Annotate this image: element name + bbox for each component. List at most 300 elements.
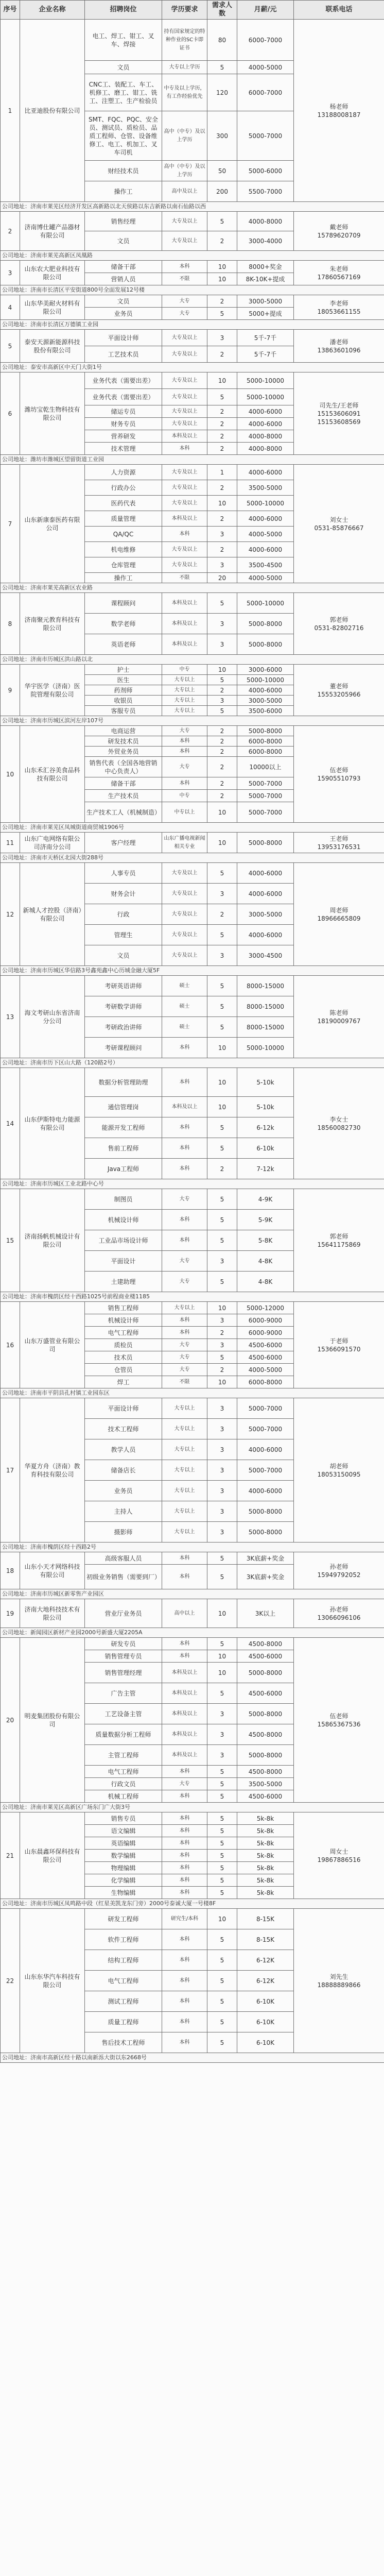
- company-name: 济南大地科技技术有限公司: [20, 1599, 85, 1628]
- job-salary: 5000-10000: [237, 496, 294, 511]
- job-count: 2: [207, 231, 237, 251]
- job-salary: 4500-8000: [237, 1638, 294, 1650]
- company-contact: 孙老师 13066096106: [294, 1599, 384, 1628]
- job-education: 中专: [162, 665, 207, 675]
- job-post: 储备干部: [85, 261, 162, 273]
- job-salary: 5千-7千: [237, 346, 294, 363]
- job-count: 2: [207, 443, 237, 455]
- job-count: 5: [207, 1991, 237, 2012]
- job-education: 本科及以上: [162, 614, 207, 634]
- job-count: 5: [207, 1189, 237, 1210]
- company-number: 9: [1, 665, 20, 716]
- job-count: 5: [207, 308, 237, 320]
- address-row: [1, 320, 384, 330]
- job-post: 土建助理: [85, 1272, 162, 1292]
- address-row: [1, 455, 384, 465]
- company-name: 济南聚元教育科技有限公司: [20, 593, 85, 655]
- job-post: 储备干部: [85, 777, 162, 790]
- table-row: [1, 863, 384, 884]
- company-address: 公司地址：济南市槐荫区经十西路1025号前程商业楼1185: [1, 1292, 384, 1302]
- job-salary: 5000-7000: [237, 1419, 294, 1439]
- job-education: 本科: [162, 1068, 207, 1097]
- job-post: 行政: [85, 904, 162, 925]
- company-contact: 李女士 18560082730: [294, 1068, 384, 1179]
- job-salary: 4000-5000: [237, 573, 294, 583]
- job-post: 机械设计师: [85, 1210, 162, 1230]
- company-address: 公司地址：济南市莱芜高新区凤凰路: [1, 251, 384, 261]
- table-row: [1, 593, 384, 614]
- job-count: 10: [207, 1663, 237, 1683]
- job-post: 客户经理: [85, 833, 162, 853]
- table-row: [1, 1812, 384, 1825]
- job-salary: 5k-8k: [237, 1862, 294, 1874]
- company-address: 公司地址：济南市天桥区北园大街288号: [1, 853, 384, 863]
- job-count: 5: [207, 1117, 237, 1138]
- job-post: 考研课程顾问: [85, 1038, 162, 1058]
- job-count: 10: [207, 665, 237, 675]
- address-row: [1, 363, 384, 372]
- job-post: 质量数据分析工程师: [85, 1724, 162, 1745]
- job-post: 业务代表（需要出差）: [85, 389, 162, 405]
- job-salary: 3K底薪+奖金: [237, 1552, 294, 1565]
- job-education: 中专以上: [162, 802, 207, 823]
- job-salary: 4000-6000: [237, 511, 294, 527]
- job-education: 大专及以上: [162, 480, 207, 496]
- job-salary: 5k-8k: [237, 1874, 294, 1887]
- job-education: 本科: [162, 1790, 207, 1803]
- job-post: 业务员: [85, 1481, 162, 1501]
- job-education: 本科: [162, 1825, 207, 1837]
- job-count: 10: [207, 1599, 237, 1628]
- job-education: 本科: [162, 1650, 207, 1663]
- address-row: [1, 823, 384, 833]
- address-row: [1, 1058, 384, 1068]
- job-education: 本科: [162, 2012, 207, 2032]
- job-count: 5: [207, 1138, 237, 1159]
- job-post: 营业厅业务员: [85, 1599, 162, 1628]
- company-contact: 郭老师 0531-82802716: [294, 593, 384, 655]
- job-post: 生物编辑: [85, 1887, 162, 1899]
- table-row: [1, 212, 384, 231]
- company-contact: 周老师 18966665809: [294, 863, 384, 966]
- job-salary: 5000-8000: [237, 634, 294, 655]
- job-count: 5: [207, 1929, 237, 1950]
- job-post: 质检员: [85, 1339, 162, 1351]
- job-education: 大专: [162, 1251, 207, 1272]
- job-count: 3: [207, 884, 237, 904]
- company-number: 4: [1, 295, 20, 320]
- job-education: 本科: [162, 1971, 207, 1991]
- job-salary: 3500-5000: [237, 480, 294, 496]
- job-post: 机电维修: [85, 542, 162, 557]
- job-education: 大专及以上: [162, 231, 207, 251]
- company-name: 华夏方舟（济南）教育科技有限公司: [20, 1398, 85, 1543]
- job-salary: 5000-7000: [237, 802, 294, 823]
- table-row: [1, 20, 384, 61]
- job-education: 本科: [162, 1862, 207, 1874]
- company-name: 华宇医学（济南）医院管理有限公司: [20, 665, 85, 716]
- company-contact: 孙老师 15949792052: [294, 1552, 384, 1589]
- job-post: 行政文员: [85, 1778, 162, 1790]
- job-count: 200: [207, 181, 237, 202]
- job-count: 2: [207, 904, 237, 925]
- job-count: 2: [207, 757, 237, 777]
- job-education: 大专及以上: [162, 863, 207, 884]
- job-salary: 6000-7000: [237, 74, 294, 111]
- job-count: 2: [207, 736, 237, 747]
- job-salary: 5000-10000: [237, 1038, 294, 1058]
- job-post: 英语老师: [85, 634, 162, 655]
- job-post: 售前工程师: [85, 1138, 162, 1159]
- job-salary: 5k-8k: [237, 1812, 294, 1825]
- job-education: 本科及以上: [162, 1097, 207, 1117]
- job-count: 5: [207, 1887, 237, 1899]
- job-salary: 3K以上: [237, 1599, 294, 1628]
- job-salary: 5-10k: [237, 1097, 294, 1117]
- job-salary: 4000-6000: [237, 863, 294, 884]
- job-salary: 4-8K: [237, 1272, 294, 1292]
- job-count: 5: [207, 1565, 237, 1589]
- job-salary: 5000+提成: [237, 308, 294, 320]
- job-education: 大专及以上: [162, 496, 207, 511]
- company-name: 山东小天才网络科技有限公司: [20, 1552, 85, 1589]
- job-count: 3: [207, 330, 237, 346]
- job-post: Java工程师: [85, 1159, 162, 1179]
- job-education: 本科: [162, 1138, 207, 1159]
- job-post: 仓管员: [85, 1364, 162, 1376]
- company-number: 3: [1, 261, 20, 285]
- job-count: 5: [207, 1790, 237, 1803]
- job-count: 300: [207, 111, 237, 161]
- job-salary: 6-10k: [237, 1138, 294, 1159]
- table-row: [1, 261, 384, 273]
- company-number: 16: [1, 1302, 20, 1388]
- job-post: 技术工程师: [85, 1419, 162, 1439]
- job-count: 2: [207, 430, 237, 443]
- job-post: 技术管理: [85, 443, 162, 455]
- address-row: [1, 1589, 384, 1599]
- job-post: 机械工程师: [85, 1790, 162, 1803]
- job-salary: 5000-7000: [237, 790, 294, 802]
- job-count: 3: [207, 1460, 237, 1481]
- job-education: 大专及以上: [162, 945, 207, 966]
- job-count: 3: [207, 1251, 237, 1272]
- job-education: 本科: [162, 1038, 207, 1058]
- job-education: 大专: [162, 295, 207, 308]
- job-count: 3: [207, 945, 237, 966]
- job-salary: 6-12k: [237, 1117, 294, 1138]
- job-count: 5: [207, 389, 237, 405]
- job-count: 120: [207, 74, 237, 111]
- job-count: 5: [207, 863, 237, 884]
- job-count: 5: [207, 1874, 237, 1887]
- job-salary: 4000-6000: [237, 1481, 294, 1501]
- company-address: 公司地址：济南市历城区凤鸣路中段（红星美凯龙东门旁）2000号泰诚大厦一号楼8F: [1, 1899, 384, 1909]
- job-salary: 4000-6000: [237, 925, 294, 945]
- job-post: CNC工、装配工、车工、机修工、磨工、钳工、铣工、注塑工、生产检验员: [85, 74, 162, 111]
- job-post: 广告主管: [85, 1683, 162, 1704]
- job-post: 管理生: [85, 925, 162, 945]
- job-count: 2: [207, 511, 237, 527]
- job-count: 3: [207, 1724, 237, 1745]
- table-row: [1, 726, 384, 736]
- job-education: 本科: [162, 1638, 207, 1650]
- header-num: 需求人数: [207, 1, 237, 20]
- company-address: 公司地址：济南市历城区新零售产业园区: [1, 1589, 384, 1599]
- company-number: 17: [1, 1398, 20, 1543]
- company-contact: 刘女士 0531-85876667: [294, 465, 384, 583]
- job-salary: 5000-7000: [237, 777, 294, 790]
- job-post: 研发专员: [85, 1638, 162, 1650]
- job-post: 医药代表: [85, 496, 162, 511]
- company-name: 明麦集团股份有限公司: [20, 1638, 85, 1803]
- job-education: 本科: [162, 747, 207, 757]
- job-salary: 5千-7千: [237, 330, 294, 346]
- job-count: 10: [207, 1097, 237, 1117]
- job-salary: 4000-5000: [237, 1364, 294, 1376]
- job-education: 本科: [162, 1565, 207, 1589]
- job-salary: 4000-6000: [237, 465, 294, 480]
- job-post: 焊工: [85, 1376, 162, 1388]
- job-salary: 6-10K: [237, 2032, 294, 2053]
- company-name: 比亚迪股份有限公司: [20, 20, 85, 202]
- job-count: 2: [207, 1364, 237, 1376]
- table-row: [1, 295, 384, 308]
- company-address: 公司地址：济南市莱芜高新区农业路: [1, 583, 384, 593]
- address-row: [1, 1179, 384, 1189]
- job-salary: 5000-8000: [237, 726, 294, 736]
- job-post: 课程顾问: [85, 593, 162, 614]
- job-education: 本科及以上: [162, 1683, 207, 1704]
- job-count: 5: [207, 675, 237, 685]
- job-salary: 5000-12000: [237, 1302, 294, 1314]
- job-count: 2: [207, 726, 237, 736]
- job-count: 10: [207, 1650, 237, 1663]
- table-row: [1, 1068, 384, 1097]
- job-post: 营销人员: [85, 273, 162, 285]
- job-post: 质量工程师: [85, 2012, 162, 2032]
- job-salary: 4000-6000: [237, 418, 294, 430]
- job-education: 本科: [162, 1230, 207, 1251]
- job-count: 3: [207, 1398, 237, 1419]
- job-salary: 4500-6000: [237, 1339, 294, 1351]
- table-row: [1, 330, 384, 346]
- job-count: 3: [207, 557, 237, 573]
- job-count: 5: [207, 976, 237, 996]
- job-count: 3: [207, 1704, 237, 1724]
- job-education: 本科: [162, 1874, 207, 1887]
- job-post: 机械设计师: [85, 1314, 162, 1327]
- job-salary: 4-9K: [237, 1189, 294, 1210]
- header-post: 招聘岗位: [85, 1, 162, 20]
- job-education: 大专及以上: [162, 212, 207, 231]
- job-count: 2: [207, 295, 237, 308]
- company-address: 公司地址：济南市长清区平安街道800号全面发展12号楼: [1, 285, 384, 295]
- company-number: 22: [1, 1909, 20, 2053]
- job-salary: 10000以上: [237, 757, 294, 777]
- job-education: 不限: [162, 273, 207, 285]
- job-count: 2: [207, 1327, 237, 1339]
- job-education: 大专及以上: [162, 346, 207, 363]
- job-count: 5: [207, 1950, 237, 1971]
- job-salary: 6000-9000: [237, 1327, 294, 1339]
- company-address: 公司地址：济南市平阴县孔村镇工业园东区: [1, 1388, 384, 1398]
- job-count: 10: [207, 1909, 237, 1929]
- job-count: 5: [207, 1825, 237, 1837]
- job-post: 生产技术员: [85, 790, 162, 802]
- job-count: 5: [207, 1862, 237, 1874]
- job-count: 3: [207, 1501, 237, 1522]
- job-salary: 6000-7000: [237, 20, 294, 61]
- job-post: 销售经理: [85, 212, 162, 231]
- job-salary: 4000-5000: [237, 61, 294, 74]
- job-count: 10: [207, 372, 237, 389]
- job-education: 中专: [162, 790, 207, 802]
- table-row: [1, 372, 384, 389]
- job-post: 研发工程师: [85, 1909, 162, 1929]
- table-row: [1, 1909, 384, 1929]
- job-count: 5: [207, 1812, 237, 1825]
- job-salary: 3000-5000: [237, 696, 294, 706]
- job-post: 营养研发: [85, 430, 162, 443]
- job-education: 大专以上: [162, 1460, 207, 1481]
- job-count: 5: [207, 1272, 237, 1292]
- job-count: 2: [207, 747, 237, 757]
- company-contact: 李老师 18053661155: [294, 295, 384, 320]
- job-count: 10: [207, 1302, 237, 1314]
- company-contact: 司先生/王老师 15153606091 15153608569: [294, 372, 384, 455]
- job-salary: 4000-6000: [237, 542, 294, 557]
- job-salary: 3000-4500: [237, 945, 294, 966]
- company-address: 公司地址：济南市莱芜区凤城街道商贸城1906号: [1, 823, 384, 833]
- job-education: 本科: [162, 1887, 207, 1899]
- job-education: 大专: [162, 308, 207, 320]
- address-row: [1, 1543, 384, 1552]
- job-education: 本科及以上: [162, 1745, 207, 1766]
- job-count: 3: [207, 1522, 237, 1543]
- job-post: 文员: [85, 61, 162, 74]
- job-post: 结构工程师: [85, 1950, 162, 1971]
- company-name: 济南扬帆机械设计有限公司: [20, 1189, 85, 1292]
- company-contact: 朱老师 17860567169: [294, 261, 384, 285]
- job-post: 储运专员: [85, 405, 162, 418]
- job-count: 20: [207, 573, 237, 583]
- job-salary: 5k-8k: [237, 1850, 294, 1862]
- job-count: 50: [207, 161, 237, 181]
- company-number: 11: [1, 833, 20, 853]
- address-row: [1, 285, 384, 295]
- job-post: 销售管理经理: [85, 1663, 162, 1683]
- company-contact: 胡老师 18053150095: [294, 1398, 384, 1543]
- job-education: 大专: [162, 1339, 207, 1351]
- job-salary: 5-8K: [237, 1230, 294, 1251]
- job-post: 仓库管理: [85, 557, 162, 573]
- company-name: 山东广电网络有限公司济南分公司: [20, 833, 85, 853]
- job-post: 行政办公: [85, 480, 162, 496]
- job-education: 大专以上: [162, 1481, 207, 1501]
- job-count: 3: [207, 1419, 237, 1439]
- job-education: 大专以上学历: [162, 61, 207, 74]
- job-education: 大专: [162, 726, 207, 736]
- job-count: 3: [207, 1339, 237, 1351]
- job-salary: 8-15K: [237, 1929, 294, 1950]
- table-header-row: [1, 1, 384, 20]
- job-count: 5: [207, 1778, 237, 1790]
- address-row: [1, 583, 384, 593]
- job-education: 大专以上: [162, 1522, 207, 1543]
- company-name: 山东万盛管业有限公司: [20, 1302, 85, 1388]
- company-number: 8: [1, 593, 20, 655]
- company-number: 14: [1, 1068, 20, 1179]
- job-count: 10: [207, 833, 237, 853]
- job-salary: 5000-8000: [237, 1522, 294, 1543]
- company-address: 公司地址：济南市高新区经十路以南新泺大街以东2668号: [1, 2053, 384, 2063]
- job-count: 3: [207, 1745, 237, 1766]
- job-salary: 4000-6000: [237, 884, 294, 904]
- table-row: [1, 665, 384, 675]
- company-name: 山东华美耐火材料有限公司: [20, 295, 85, 320]
- job-post: 销售管理专员: [85, 1650, 162, 1663]
- company-number: 7: [1, 465, 20, 583]
- company-contact: 董老师 15553205966: [294, 665, 384, 716]
- job-post: 主管工程师: [85, 1745, 162, 1766]
- job-education: 持有国家规定的特种作业的SC卡即证书: [162, 20, 207, 61]
- job-post: 数学编辑: [85, 1850, 162, 1862]
- job-count: 5: [207, 925, 237, 945]
- job-salary: 3K底薪+奖金: [237, 1565, 294, 1589]
- job-education: 大专及以上: [162, 418, 207, 430]
- job-salary: 6-10K: [237, 1991, 294, 2012]
- job-post: 能源开发工程师: [85, 1117, 162, 1138]
- job-salary: 4000-8000: [237, 443, 294, 455]
- job-education: 大专及以上: [162, 465, 207, 480]
- company-address: 公司地址：济南市历城区华信路3号鑫苑鑫中心历城金融大厦5F: [1, 966, 384, 976]
- table-row: [1, 1638, 384, 1650]
- job-education: 本科: [162, 1159, 207, 1179]
- company-name: 海文考研山东省济南分公司: [20, 976, 85, 1058]
- job-education: 高中（中专）及以上学历: [162, 161, 207, 181]
- job-education: 本科及以上: [162, 1724, 207, 1745]
- job-education: 本科: [162, 1929, 207, 1950]
- address-row: [1, 655, 384, 665]
- job-education: 本科及以上: [162, 1663, 207, 1683]
- job-salary: 4-8K: [237, 1251, 294, 1272]
- header-company: 企业名称: [20, 1, 85, 20]
- company-number: 15: [1, 1189, 20, 1292]
- job-post: 客服专员: [85, 706, 162, 716]
- job-count: 2: [207, 1159, 237, 1179]
- job-education: 本科及以上: [162, 1704, 207, 1724]
- job-education: 硕士: [162, 976, 207, 996]
- company-name: 潍坊宝乾生物科技有限公司: [20, 372, 85, 455]
- company-address: 公司地址：泰安市高新区中天门大街1号: [1, 363, 384, 372]
- job-salary: 5500-7000: [237, 181, 294, 202]
- job-salary: 3000-5000: [237, 295, 294, 308]
- job-salary: 5000-10000: [237, 675, 294, 685]
- job-post: 教学人员: [85, 1439, 162, 1460]
- job-salary: 4000-6000: [237, 405, 294, 418]
- job-post: 电工、焊工、钳工、叉车、焊接: [85, 20, 162, 61]
- job-education: 大专以上: [162, 685, 207, 696]
- job-salary: 6000-8000: [237, 747, 294, 757]
- job-salary: 5000-10000: [237, 372, 294, 389]
- table-row: [1, 1398, 384, 1419]
- job-education: 本科: [162, 1950, 207, 1971]
- job-education: 大专: [162, 1364, 207, 1376]
- job-education: 本科: [162, 1837, 207, 1850]
- job-post: 文员: [85, 231, 162, 251]
- job-post: 工业品市场设计师: [85, 1230, 162, 1251]
